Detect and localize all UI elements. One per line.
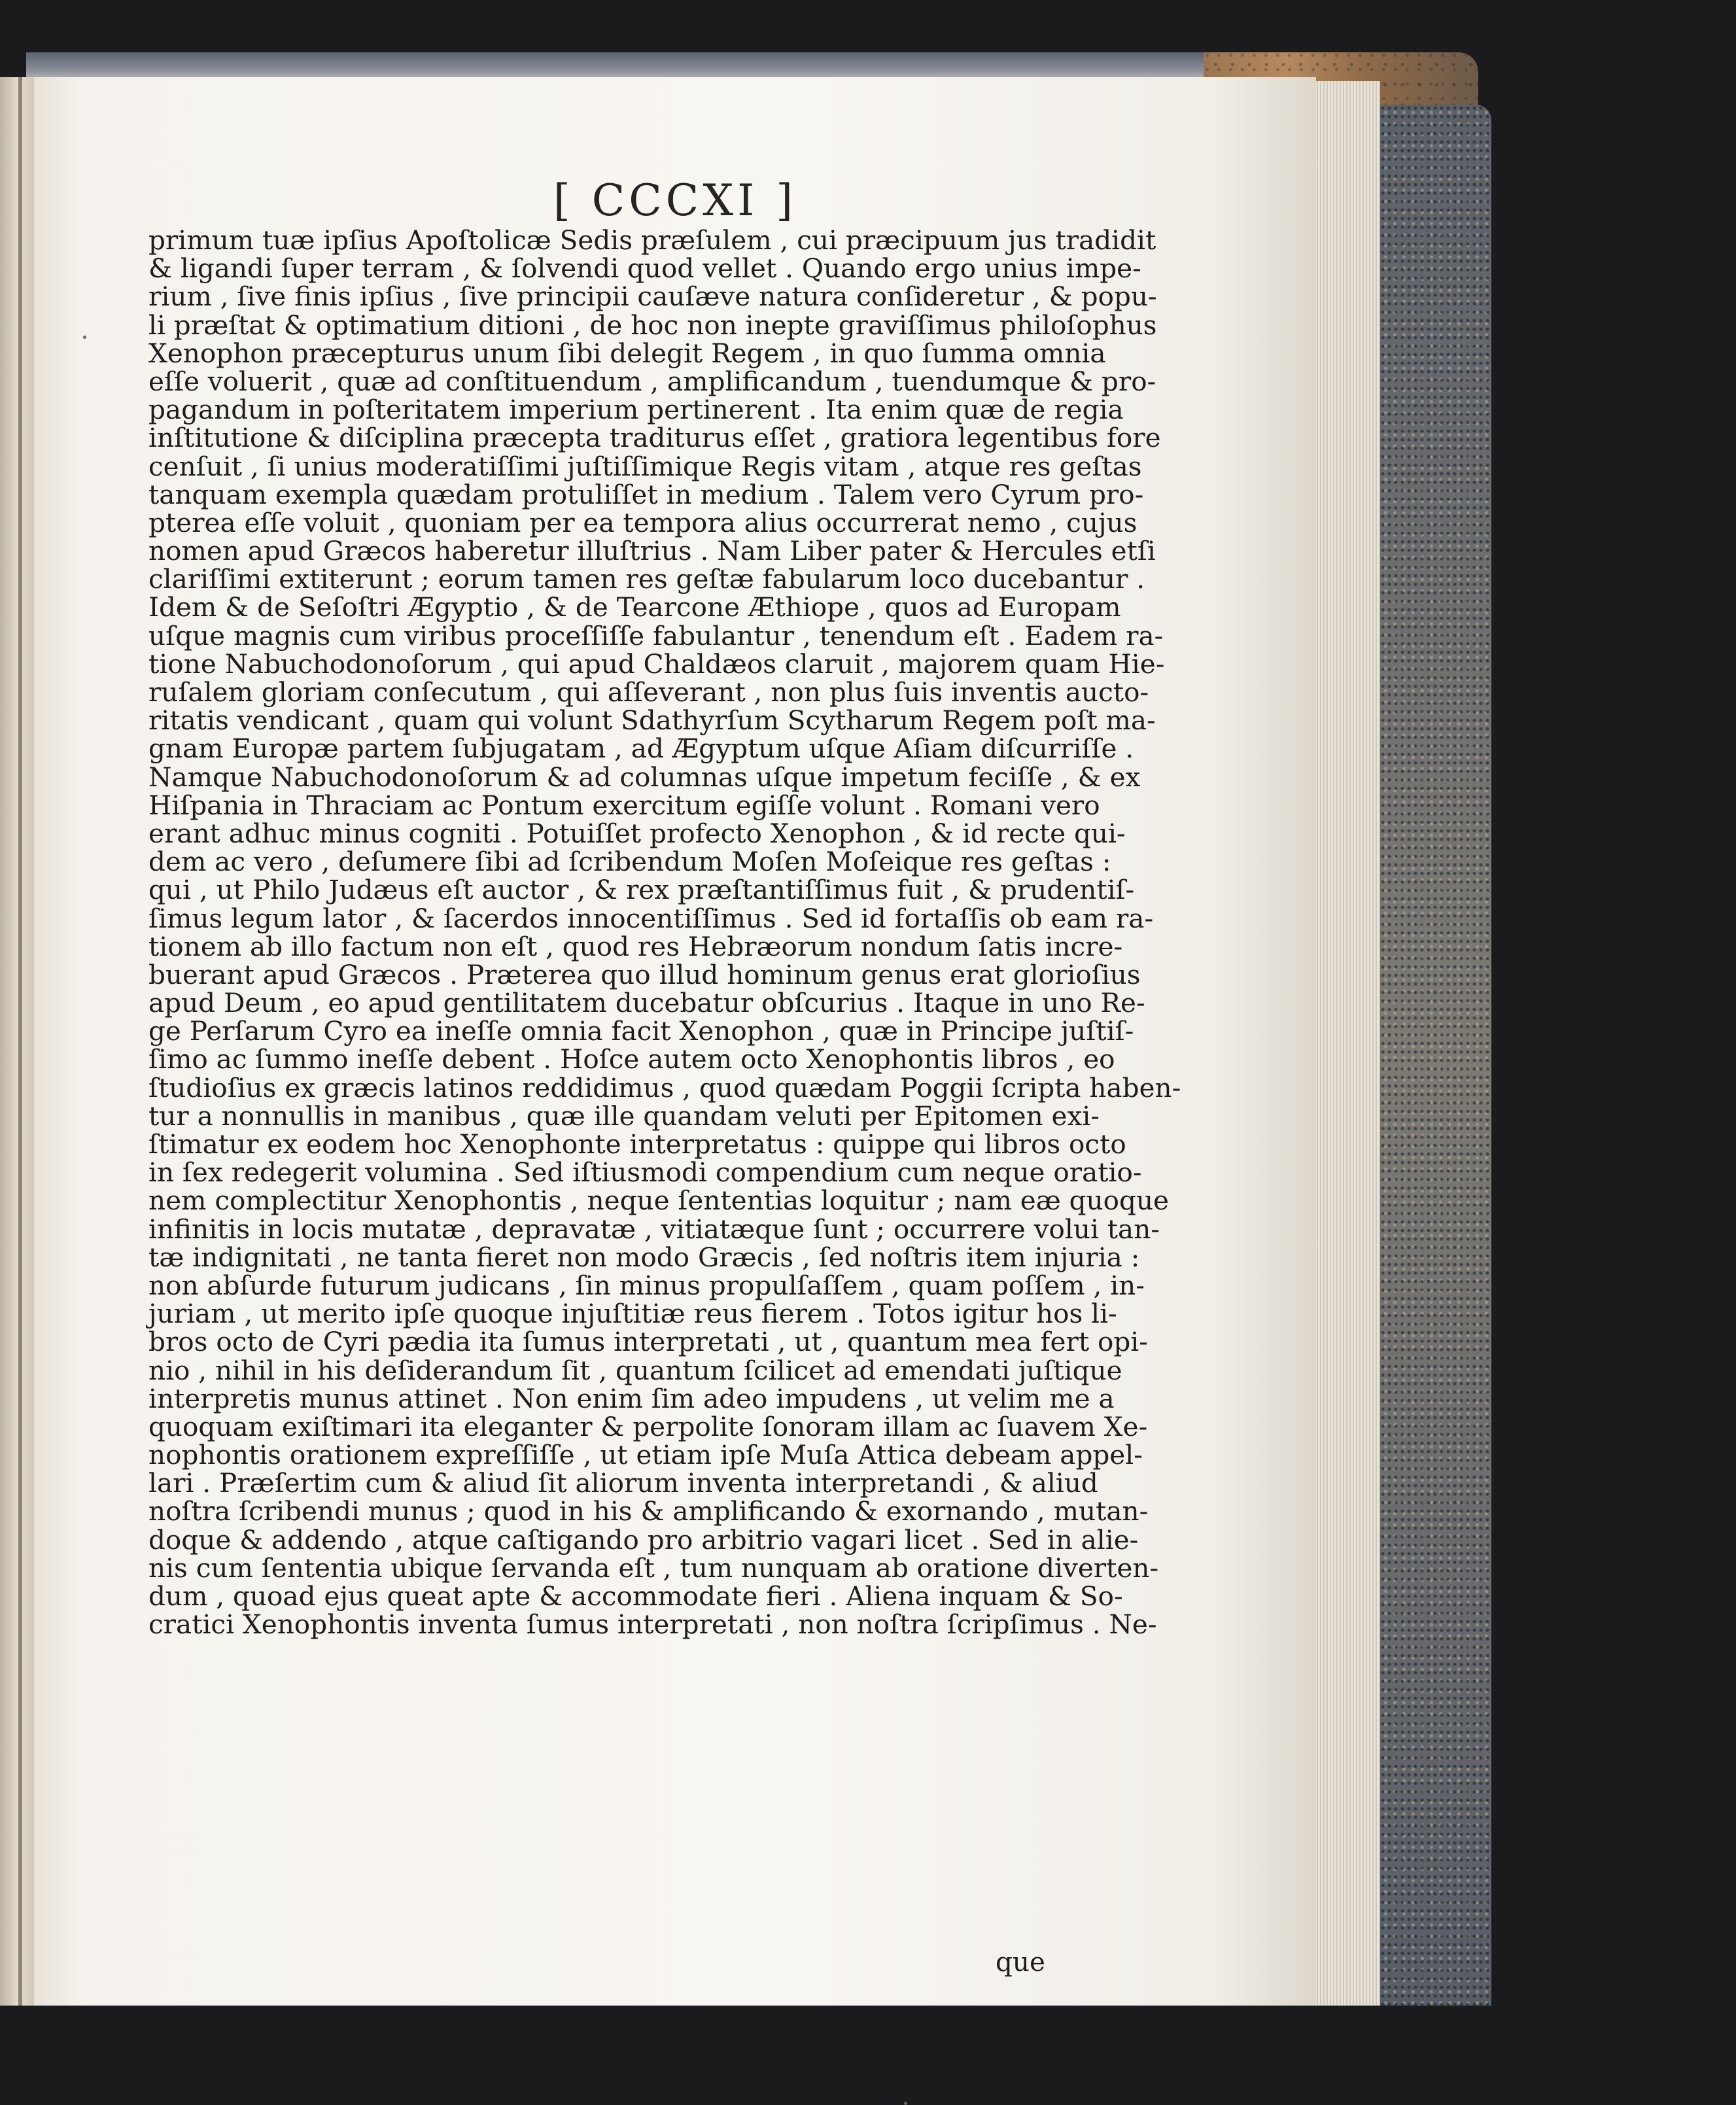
text-line: uſque magnis cum viribus proceſſiſſe fabulantur , tenendum eſt . Eadem ra-	[148, 619, 1164, 652]
text-line: Namque Nabuchodonoſorum & ad columnas uſque impetum feciſſe , & ex	[148, 761, 1141, 793]
page-text	[148, 224, 1181, 1641]
text-line: nomen apud Græcos haberetur illuſtrius . Nam Liber pater & Hercules etſi	[148, 535, 1156, 567]
text-line: tur a nonnullis in manibus , quæ ille quandam veluti per Epitomen exi-	[148, 1100, 1100, 1132]
text-line: nio , nihil in his deſiderandum ſit , quantum ſcilicet ad emendati juſtique	[148, 1354, 1122, 1386]
text-line: Xenophon præcepturus unum ſibi delegit Regem , in quo ſumma omnia	[148, 337, 1106, 369]
text-line: gnam Europæ partem ſubjugatam , ad Ægyptum uſque Aſiam diſcurriſſe .	[148, 733, 1134, 765]
text-line: ge Perſarum Cyro ea ineſſe omnia facit Xenophon , quæ in Principe juſtiſ-	[148, 1015, 1134, 1047]
text-line: tæ indignitati , ne tanta fieret non modo Græcis , ſed noſtris item injuria :	[148, 1241, 1140, 1273]
text-line: dum , quoad ejus queat apte & accommodate fieri . Aliena inquam & So-	[148, 1580, 1123, 1612]
text-line: ſimus legum lator , & ſacerdos innocentiſſimus . Sed id fortaſſis ob eam ra-	[148, 902, 1154, 934]
text-line: nis cum ſententia ubique ſervanda eſt , tum nunquam ab oratione diverten-	[148, 1552, 1159, 1584]
marbled-cover-board	[1380, 105, 1491, 2006]
text-line: nem complectitur Xenophontis , neque ſententias loquitur ; nam eæ quoque	[148, 1185, 1170, 1217]
text-line: cratici Xenophontis inventa ſumus interpretati , non noſtra ſcripſimus . Ne-	[148, 1609, 1157, 1641]
text-line: inſtitutione & diſciplina præcepta traditurus eſſet , gratiora legentibus fore	[148, 422, 1161, 454]
page-header: [ CCCXI ]	[553, 175, 797, 226]
text-line: lari . Præſertim cum & aliud ſit aliorum inventa interpretandi , & aliud	[148, 1467, 1098, 1499]
text-line: cenſuit , ſi unius moderatiſſimi juſtiſſimique Regis vitam , atque res geſtas	[148, 450, 1142, 482]
text-line: ſimo ac ſummo ineſſe debent . Hoſce autem octo Xenophontis libros , eo	[148, 1043, 1115, 1075]
text-line: in ſex redegerit volumina . Sed iſtiusmodi compendium cum neque oratio-	[148, 1157, 1142, 1189]
text-line: nophontis orationem expreſſiſſe , ut etiam ipſe Muſa Attica debeam appel-	[148, 1439, 1143, 1471]
text-line: doque & addendo , atque caſtigando pro arbitrio vagari licet . Sed in alie-	[148, 1523, 1139, 1556]
text-line: ruſalem gloriam conſecutum , qui aſſeverant , non plus ſuis inventis aucto-	[148, 676, 1149, 708]
text-line: Idem & de Seſoſtri Ægyptio , & de Tearcone Æthiope , quos ad Europam	[148, 591, 1121, 623]
facing-page-sliver	[0, 77, 34, 2006]
text-line: apud Deum , eo apud gentilitatem ducebatur obſcurius . Itaque in uno Re-	[148, 987, 1145, 1019]
book-page	[34, 77, 1316, 2006]
text-line: tione Nabuchodonoſorum , qui apud Chaldæos claruit , majorem quam Hie-	[148, 648, 1165, 680]
text-line: ſtudioſius ex græcis latinos reddidimus , quod quædam Poggii ſcripta haben-	[148, 1071, 1181, 1104]
text-line: & ligandi ſuper terram , & ſolvendi quod vellet . Quando ergo unius impe-	[148, 252, 1141, 285]
text-line: dem ac vero , deſumere ſibi ad ſcribendum Moſen Moſeique res geſtas :	[148, 846, 1111, 878]
text-line: primum tuæ ipſius Apoſtolicæ Sedis præſulem , cui præcipuum jus tradidit	[148, 224, 1156, 256]
text-line: pagandum in poſteritatem imperium pertinerent . Ita enim quæ de regia	[148, 394, 1124, 426]
text-line: qui , ut Philo Judæus eſt auctor , & rex præſtantiſſimus fuit , & prudentiſ-	[148, 874, 1135, 906]
catchword: que	[996, 1946, 1045, 1977]
text-line: tanquam exempla quædam protuliſſet in medium . Talem vero Cyrum pro-	[148, 478, 1144, 510]
gutter-shadow	[18, 77, 22, 2006]
text-line: erant adhuc minus cogniti . Potuiſſet profecto Xenophon , & id recte qui-	[148, 817, 1126, 849]
text-line: li præſtat & optimatium ditioni , de hoc non inepte graviſſimus philoſophus	[148, 309, 1157, 341]
text-line: clariſſimi extiterunt ; eorum tamen res geſtæ fabularum loco ducebantur .	[148, 563, 1145, 595]
text-line: interpretis munus attinet . Non enim ſim adeo impudens , ut velim me a	[148, 1382, 1115, 1414]
text-line: eſſe voluerit , quæ ad conſtituendum , amplificandum , tuendumque & pro-	[148, 365, 1156, 397]
text-line: noſtra ſcribendi munus ; quod in his & amplificando & exornando , mutan-	[148, 1495, 1149, 1527]
text-line: rium , ſive finis ipſius , ſive principii cauſæve natura conſideretur , & popu-	[148, 281, 1157, 313]
text-line: bros octo de Cyri pædia ita ſumus interpretati , ut , quantum mea fert opi-	[148, 1326, 1148, 1358]
text-line: juriam , ut merito ipſe quoque injuſtitiæ reus fierem . Totos igitur hos li-	[148, 1298, 1117, 1330]
text-line: quoquam exiſtimari ita eleganter & perpolite ſonoram illam ac ſuavem Xe-	[148, 1410, 1148, 1442]
text-line: pterea eſſe voluit , quoniam per ea tempora alius occurrerat nemo , cujus	[148, 506, 1137, 538]
text-line: Hiſpania in Thraciam ac Pontum exercitum egiſſe volunt . Romani vero	[148, 789, 1100, 821]
text-line: ſtimatur ex eodem hoc Xenophonte interpretatus : quippe qui libros octo	[148, 1128, 1126, 1160]
ink-speck	[83, 336, 86, 339]
text-line: infinitis in locis mutatæ , depravatæ , vitiatæque ſunt ; occurrere volui tan-	[148, 1213, 1160, 1245]
text-line: tionem ab illo factum non eſt , quod res Hebræorum nondum ſatis incre-	[148, 930, 1123, 962]
text-line: ritatis vendicant , quam qui volunt Sdathyrſum Scytharum Regem poſt ma-	[148, 705, 1156, 737]
text-line: buerant apud Græcos . Præterea quo illud hominum genus erat glorioſius	[148, 958, 1141, 990]
text-line: non abſurde futurum judicans , ſin minus propulſaſſem , quam poſſem , in-	[148, 1269, 1145, 1301]
ink-speck	[904, 2102, 907, 2105]
